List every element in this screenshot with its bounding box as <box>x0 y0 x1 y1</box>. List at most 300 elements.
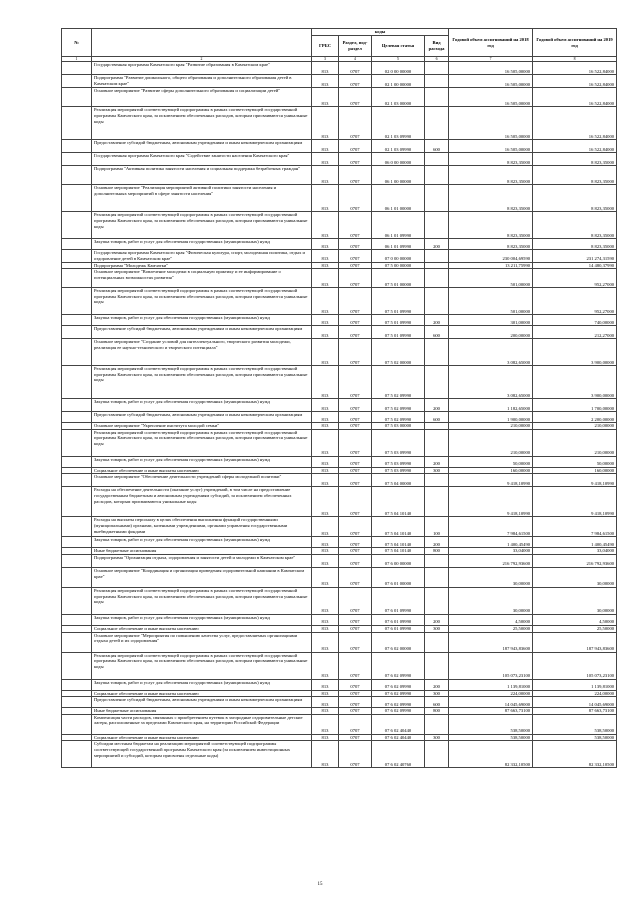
row-name-cell: Основное мероприятие "Координация и организация проведения оздоровительной кампании в Камчатском крае" <box>92 567 312 587</box>
row-section-cell: 0707 <box>339 554 372 567</box>
row-target-cell: 07 5 04 10140 <box>372 487 425 517</box>
row-expense-type-cell <box>425 185 449 212</box>
row-volume-2018-cell: 1 182,65000 <box>449 399 533 412</box>
row-name-cell: Государственная программа Камчатского края "Физическая культура, спорт, молодежная политика, отдых и оздоровление детей в Камчатском крае" <box>92 250 312 262</box>
row-expense-type-cell <box>425 741 449 768</box>
row-section-cell: 0707 <box>339 537 372 548</box>
row-number-cell <box>62 567 92 587</box>
row-section-cell: 0707 <box>339 140 372 153</box>
row-expense-type-cell <box>425 632 449 652</box>
row-target-cell: 07 6 01 09990 <box>372 587 425 614</box>
row-section-cell: 0707 <box>339 166 372 185</box>
row-section-cell: 0707 <box>339 679 372 690</box>
row-expense-type-cell <box>425 269 449 288</box>
row-expense-type-cell: 600 <box>425 140 449 153</box>
row-name-cell: Основное мероприятие "Обеспечение деятельности учреждений сферы молодежной политики" <box>92 474 312 487</box>
row-volume-2019-cell: 216 792,93600 <box>533 554 617 567</box>
row-volume-2018-cell: 160,00000 <box>449 467 533 474</box>
column-index: 4 <box>339 57 372 62</box>
row-name-cell: Основное мероприятие "Развитие сферы дополнительного образования и социализации детей" <box>92 88 312 107</box>
row-name-cell: Подпрограмма "Молодежь Камчатки" <box>92 262 312 269</box>
row-target-cell: 02 1 03 09990 <box>372 140 425 153</box>
row-expense-type-cell: 200 <box>425 679 449 690</box>
row-target-cell: 07 5 02 09990 <box>372 366 425 399</box>
row-volume-2018-cell: 210,00000 <box>449 423 533 430</box>
row-target-cell: 07 5 02 09990 <box>372 412 425 423</box>
row-expense-type-cell <box>425 62 449 75</box>
row-number-cell <box>62 690 92 697</box>
row-grbs-cell: 813 <box>312 399 339 412</box>
row-number-cell <box>62 399 92 412</box>
row-section-cell: 0707 <box>339 107 372 140</box>
row-expense-type-cell: 200 <box>425 614 449 625</box>
row-name-cell: Основное мероприятие "Укрепление института молодой семьи" <box>92 423 312 430</box>
row-grbs-cell: 813 <box>312 487 339 517</box>
row-target-cell: 06 1 01 09990 <box>372 239 425 250</box>
row-grbs-cell: 813 <box>312 429 339 456</box>
row-target-cell: 07 5 04 10140 <box>372 537 425 548</box>
row-expense-type-cell: 600 <box>425 326 449 339</box>
row-volume-2019-cell: 2 200,00000 <box>533 412 617 423</box>
row-expense-type-cell: 800 <box>425 548 449 555</box>
table-row <box>62 326 617 339</box>
row-expense-type-cell: 300 <box>425 467 449 474</box>
row-volume-2018-cell: 9 418,10990 <box>449 474 533 487</box>
row-volume-2019-cell: 25,50000 <box>533 625 617 632</box>
table-row <box>62 88 617 107</box>
row-target-cell: 07 6 02 40440 <box>372 734 425 741</box>
row-grbs-cell: 813 <box>312 567 339 587</box>
row-grbs-cell: 813 <box>312 166 339 185</box>
row-volume-2019-cell: 30,00000 <box>533 587 617 614</box>
table-row <box>62 366 617 399</box>
row-volume-2019-cell: 82 332,10500 <box>533 741 617 768</box>
row-grbs-cell: 813 <box>312 326 339 339</box>
column-index: 5 <box>372 57 425 62</box>
row-grbs-cell: 813 <box>312 587 339 614</box>
row-name-cell: Государственная программа Камчатского края "Содействие занятости населения Камчатского края" <box>92 153 312 166</box>
row-volume-2019-cell: 210,00000 <box>533 429 617 456</box>
row-volume-2018-cell: 501,00000 <box>449 269 533 288</box>
row-section-cell: 0707 <box>339 741 372 768</box>
row-number-cell <box>62 326 92 339</box>
row-grbs-cell: 813 <box>312 140 339 153</box>
row-grbs-cell: 813 <box>312 548 339 555</box>
row-target-cell: 07 0 00 00000 <box>372 250 425 262</box>
row-volume-2018-cell: 1 139,81000 <box>449 679 533 690</box>
row-grbs-cell: 813 <box>312 741 339 768</box>
row-number-cell <box>62 697 92 708</box>
row-volume-2018-cell: 3 082,65000 <box>449 366 533 399</box>
row-section-cell: 0707 <box>339 467 372 474</box>
row-section-cell: 0707 <box>339 690 372 697</box>
table-row <box>62 212 617 239</box>
row-section-cell: 0707 <box>339 734 372 741</box>
row-grbs-cell: 813 <box>312 88 339 107</box>
row-target-cell: 07 5 04 10140 <box>372 517 425 537</box>
row-number-cell <box>62 288 92 315</box>
row-grbs-cell: 813 <box>312 75 339 88</box>
table-row <box>62 614 617 625</box>
row-volume-2019-cell: 16 522,84000 <box>533 140 617 153</box>
row-section-cell: 0707 <box>339 288 372 315</box>
row-section-cell: 0707 <box>339 212 372 239</box>
row-volume-2019-cell: 1 400,45490 <box>533 537 617 548</box>
table-row <box>62 567 617 587</box>
row-volume-2019-cell: 16 522,84000 <box>533 62 617 75</box>
row-number-cell <box>62 714 92 734</box>
row-expense-type-cell: 200 <box>425 456 449 467</box>
row-grbs-cell: 813 <box>312 239 339 250</box>
row-volume-2018-cell: 4,50000 <box>449 614 533 625</box>
row-grbs-cell: 813 <box>312 467 339 474</box>
row-volume-2018-cell: 16 505,00000 <box>449 107 533 140</box>
row-volume-2019-cell: 8 823,35000 <box>533 239 617 250</box>
row-number-cell <box>62 153 92 166</box>
row-number-cell <box>62 239 92 250</box>
table-body <box>62 62 617 768</box>
row-section-cell: 0707 <box>339 239 372 250</box>
row-grbs-cell: 813 <box>312 339 339 366</box>
row-number-cell <box>62 412 92 423</box>
row-grbs-cell: 813 <box>312 62 339 75</box>
row-expense-type-cell <box>425 153 449 166</box>
row-section-cell: 0707 <box>339 88 372 107</box>
row-expense-type-cell <box>425 423 449 430</box>
row-number-cell <box>62 474 92 487</box>
row-expense-type-cell <box>425 88 449 107</box>
row-section-cell: 0707 <box>339 652 372 679</box>
row-number-cell <box>62 269 92 288</box>
row-section-cell: 0707 <box>339 366 372 399</box>
row-expense-type-cell <box>425 366 449 399</box>
page-number: 15 <box>317 882 323 887</box>
row-volume-2018-cell: 105 073,23100 <box>449 652 533 679</box>
row-volume-2018-cell: 538,50000 <box>449 714 533 734</box>
row-volume-2018-cell: 82 332,10500 <box>449 741 533 768</box>
row-name-cell: Подпрограмма "Развитие дошкольного, общего образования и дополнительного образования детей в Камчатском крае" <box>92 75 312 88</box>
row-grbs-cell: 813 <box>312 537 339 548</box>
row-expense-type-cell <box>425 429 449 456</box>
row-target-cell: 07 5 03 09990 <box>372 429 425 456</box>
table-row <box>62 467 617 474</box>
row-number-cell <box>62 741 92 768</box>
row-expense-type-cell <box>425 339 449 366</box>
row-name-cell: Расходы на обеспечение деятельности (оказание услуг) учреждений, в том числе на предоставление государственным бюджетным и автономным учреждениям субсидий, за исключением обеспеченных расходов, которым присваиваются уникальные коды <box>92 487 312 517</box>
row-name-cell: Государственная программа Камчатского края "Развитие образования в Камчатском крае" <box>92 62 312 75</box>
table-row <box>62 399 617 412</box>
row-number-cell <box>62 587 92 614</box>
row-volume-2019-cell: 952,27000 <box>533 288 617 315</box>
row-section-cell: 0707 <box>339 185 372 212</box>
column-index: 1 <box>62 57 92 62</box>
row-volume-2019-cell: 160,00000 <box>533 467 617 474</box>
table-row <box>62 185 617 212</box>
row-name-cell: Реализация мероприятий соответствующей подпрограммы в рамках соответствующей государственной программы Камчатского края, за исключением обеспеченных расходов, которым присваиваются уникальные коды <box>92 212 312 239</box>
row-target-cell: 07 6 02 00000 <box>372 632 425 652</box>
row-volume-2019-cell: 14 480,37990 <box>533 262 617 269</box>
table-row <box>62 714 617 734</box>
table-row <box>62 315 617 326</box>
row-volume-2018-cell: 87 663,73100 <box>449 708 533 715</box>
table-row <box>62 697 617 708</box>
table-row <box>62 339 617 366</box>
table-row <box>62 632 617 652</box>
table-row <box>62 554 617 567</box>
row-grbs-cell: 813 <box>312 632 339 652</box>
row-section-cell: 0707 <box>339 62 372 75</box>
row-volume-2018-cell: 16 505,00000 <box>449 62 533 75</box>
row-target-cell: 07 5 00 00000 <box>372 262 425 269</box>
row-volume-2018-cell: 14 045,69000 <box>449 697 533 708</box>
row-volume-2018-cell: 8 823,35000 <box>449 153 533 166</box>
row-expense-type-cell: 600 <box>425 412 449 423</box>
row-target-cell: 02 1 03 09990 <box>372 107 425 140</box>
row-number-cell <box>62 423 92 430</box>
row-grbs-cell: 813 <box>312 554 339 567</box>
row-grbs-cell: 813 <box>312 423 339 430</box>
row-volume-2018-cell: 230 004,69590 <box>449 250 533 262</box>
row-expense-type-cell: 200 <box>425 315 449 326</box>
table-row <box>62 456 617 467</box>
row-volume-2018-cell: 1 400,45490 <box>449 537 533 548</box>
table-row <box>62 166 617 185</box>
table-row <box>62 239 617 250</box>
row-name-cell: Реализация мероприятий соответствующей подпрограммы в рамках соответствующей государственной программы Камчатского края, за исключением обеспеченных расходов, которым присваиваются уникальные коды <box>92 366 312 399</box>
row-section-cell: 0707 <box>339 548 372 555</box>
row-section-cell: 0707 <box>339 339 372 366</box>
row-volume-2019-cell: 3 900,00000 <box>533 339 617 366</box>
row-grbs-cell: 813 <box>312 714 339 734</box>
table-row <box>62 690 617 697</box>
row-section-cell: 0707 <box>339 567 372 587</box>
row-volume-2019-cell: 952,27000 <box>533 269 617 288</box>
row-volume-2018-cell: 30,00000 <box>449 567 533 587</box>
row-volume-2018-cell: 501,00000 <box>449 288 533 315</box>
row-volume-2018-cell: 216 792,93600 <box>449 554 533 567</box>
row-target-cell: 07 6 02 09990 <box>372 708 425 715</box>
row-number-cell <box>62 366 92 399</box>
column-index: 6 <box>425 57 449 62</box>
row-volume-2019-cell: 1 700,00000 <box>533 399 617 412</box>
row-volume-2019-cell: 3 900,00000 <box>533 366 617 399</box>
row-target-cell: 07 6 02 40440 <box>372 714 425 734</box>
row-volume-2019-cell: 538,50000 <box>533 714 617 734</box>
row-volume-2019-cell: 14 045,69000 <box>533 697 617 708</box>
row-expense-type-cell: 300 <box>425 734 449 741</box>
row-expense-type-cell: 300 <box>425 625 449 632</box>
row-number-cell <box>62 315 92 326</box>
row-target-cell: 06 1 01 00000 <box>372 185 425 212</box>
row-grbs-cell: 813 <box>312 153 339 166</box>
table-row <box>62 587 617 614</box>
row-volume-2019-cell: 30,00000 <box>533 567 617 587</box>
table-row <box>62 269 617 288</box>
row-number-cell <box>62 75 92 88</box>
row-volume-2018-cell: 210,00000 <box>449 429 533 456</box>
row-volume-2018-cell: 1 900,00000 <box>449 412 533 423</box>
table-row <box>62 487 617 517</box>
row-volume-2018-cell: 8 823,35000 <box>449 239 533 250</box>
row-name-cell: Реализация мероприятий соответствующей подпрограммы в рамках соответствующей государственной программы Камчатского края, за исключением обеспеченных расходов, которым присваиваются уникальные коды <box>92 587 312 614</box>
row-volume-2019-cell: 8 823,35000 <box>533 212 617 239</box>
row-name-cell: Расходы на выплаты персоналу в целях обеспечения выполнения функций государственными (муниципальными) органами, казенными учреждениями, органами управления государственными внебюджетными фондами <box>92 517 312 537</box>
row-volume-2018-cell: 30,00000 <box>449 587 533 614</box>
row-name-cell: Закупка товаров, работ и услуг для обеспечения государственных (муниципальных) нужд <box>92 679 312 690</box>
row-target-cell: 07 6 01 09990 <box>372 614 425 625</box>
row-grbs-cell: 813 <box>312 708 339 715</box>
row-name-cell: Основное мероприятие "Реализация мероприятий активной политики занятости населения и дополнительных мероприятий в сфере занятости населения" <box>92 185 312 212</box>
row-number-cell <box>62 708 92 715</box>
row-volume-2018-cell: 8 823,35000 <box>449 166 533 185</box>
row-grbs-cell: 813 <box>312 517 339 537</box>
row-expense-type-cell: 200 <box>425 399 449 412</box>
header-grbs: ГРБС <box>312 36 339 57</box>
row-number-cell <box>62 734 92 741</box>
table-row <box>62 734 617 741</box>
row-section-cell: 0707 <box>339 75 372 88</box>
row-grbs-cell: 813 <box>312 690 339 697</box>
row-number-cell <box>62 467 92 474</box>
row-section-cell: 0707 <box>339 714 372 734</box>
row-volume-2018-cell: 224,00000 <box>449 690 533 697</box>
row-grbs-cell: 813 <box>312 652 339 679</box>
row-section-cell: 0707 <box>339 315 372 326</box>
row-target-cell: 07 6 02 40760 <box>372 741 425 768</box>
row-target-cell: 07 5 01 00000 <box>372 269 425 288</box>
row-number-cell <box>62 554 92 567</box>
row-expense-type-cell: 100 <box>425 517 449 537</box>
row-expense-type-cell: 300 <box>425 690 449 697</box>
row-section-cell: 0707 <box>339 487 372 517</box>
row-target-cell: 07 5 01 09990 <box>372 288 425 315</box>
row-volume-2019-cell: 87 663,73100 <box>533 708 617 715</box>
row-volume-2018-cell: 8 823,35000 <box>449 185 533 212</box>
row-number-cell <box>62 262 92 269</box>
row-grbs-cell: 813 <box>312 456 339 467</box>
table-row <box>62 107 617 140</box>
row-volume-2019-cell: 9 418,10990 <box>533 474 617 487</box>
row-name-cell: Социальное обеспечение и иные выплаты населению <box>92 734 312 741</box>
row-section-cell: 0707 <box>339 262 372 269</box>
row-name-cell: Иные бюджетные ассигнования <box>92 548 312 555</box>
row-expense-type-cell <box>425 107 449 140</box>
header-target-item: Целевая статья <box>372 36 425 57</box>
row-section-cell: 0707 <box>339 517 372 537</box>
row-name-cell: Реализация мероприятий соответствующей подпрограммы в рамках соответствующей государственной программы Камчатского края, за исключением обеспеченных расходов, которым присваиваются уникальные коды <box>92 652 312 679</box>
row-grbs-cell: 813 <box>312 107 339 140</box>
row-target-cell: 06 1 00 00000 <box>372 166 425 185</box>
row-name-cell: Основное мероприятие "Мероприятия по повышению качества услуг, предоставляемых организациями отдыха детей и их оздоровления" <box>92 632 312 652</box>
row-volume-2019-cell: 210,00000 <box>533 423 617 430</box>
column-index: 8 <box>533 57 617 62</box>
row-target-cell: 07 5 01 09990 <box>372 326 425 339</box>
column-index: 2 <box>92 57 312 62</box>
row-name-cell: Закупка товаров, работ и услуг для обеспечения государственных (муниципальных) нужд <box>92 399 312 412</box>
row-volume-2018-cell: 50,00000 <box>449 456 533 467</box>
row-expense-type-cell <box>425 166 449 185</box>
row-expense-type-cell: 600 <box>425 697 449 708</box>
row-section-cell: 0707 <box>339 456 372 467</box>
row-number-cell <box>62 107 92 140</box>
header-number: № <box>62 29 92 57</box>
row-number-cell <box>62 517 92 537</box>
row-volume-2018-cell: 16 505,00000 <box>449 88 533 107</box>
row-volume-2019-cell: 16 522,84000 <box>533 107 617 140</box>
table-row <box>62 262 617 269</box>
row-volume-2019-cell: 7 984,61500 <box>533 517 617 537</box>
row-volume-2018-cell: 3 082,65000 <box>449 339 533 366</box>
row-target-cell: 06 1 01 09990 <box>372 212 425 239</box>
row-target-cell: 07 6 01 00000 <box>372 567 425 587</box>
row-target-cell: 07 5 04 00000 <box>372 474 425 487</box>
row-number-cell <box>62 679 92 690</box>
row-section-cell: 0707 <box>339 399 372 412</box>
row-section-cell: 0707 <box>339 587 372 614</box>
row-target-cell: 02 1 03 00000 <box>372 88 425 107</box>
row-expense-type-cell <box>425 714 449 734</box>
row-section-cell: 0707 <box>339 697 372 708</box>
row-number-cell <box>62 548 92 555</box>
row-volume-2018-cell: 13 211,75990 <box>449 262 533 269</box>
row-grbs-cell: 813 <box>312 614 339 625</box>
row-expense-type-cell: 200 <box>425 537 449 548</box>
row-volume-2019-cell: 8 823,35000 <box>533 166 617 185</box>
row-section-cell: 0707 <box>339 423 372 430</box>
table-row <box>62 429 617 456</box>
budget-document <box>61 28 616 768</box>
row-expense-type-cell <box>425 474 449 487</box>
row-volume-2019-cell: 9 418,10990 <box>533 487 617 517</box>
row-name-cell: Иные бюджетные ассигнования <box>92 708 312 715</box>
table-row <box>62 250 617 262</box>
row-expense-type-cell <box>425 587 449 614</box>
row-volume-2019-cell: 16 522,84000 <box>533 88 617 107</box>
row-name-cell: Закупка товаров, работ и услуг для обеспечения государственных (муниципальных) нужд <box>92 456 312 467</box>
row-volume-2018-cell: 301,00000 <box>449 315 533 326</box>
row-volume-2019-cell: 4,50000 <box>533 614 617 625</box>
row-section-cell: 0707 <box>339 474 372 487</box>
row-target-cell: 07 5 03 09990 <box>372 467 425 474</box>
row-number-cell <box>62 652 92 679</box>
row-volume-2019-cell: 187 943,83600 <box>533 632 617 652</box>
row-volume-2019-cell: 50,00000 <box>533 456 617 467</box>
row-section-cell: 0707 <box>339 429 372 456</box>
row-volume-2019-cell: 224,00000 <box>533 690 617 697</box>
row-volume-2019-cell: 212,27000 <box>533 326 617 339</box>
row-name-cell: Социальное обеспечение и иные выплаты населению <box>92 625 312 632</box>
row-number-cell <box>62 140 92 153</box>
row-grbs-cell: 813 <box>312 679 339 690</box>
row-grbs-cell: 813 <box>312 625 339 632</box>
table-row <box>62 708 617 715</box>
table-row <box>62 548 617 555</box>
row-expense-type-cell <box>425 262 449 269</box>
row-section-cell: 0707 <box>339 153 372 166</box>
row-expense-type-cell: 800 <box>425 708 449 715</box>
row-target-cell: 07 6 02 09990 <box>372 679 425 690</box>
row-target-cell: 07 6 01 09990 <box>372 625 425 632</box>
row-expense-type-cell <box>425 487 449 517</box>
row-name-cell: Реализация мероприятий соответствующей подпрограммы в рамках соответствующей государственной программы Камчатского края, за исключением обеспеченных расходов, которым присваиваются уникальные коды <box>92 429 312 456</box>
row-volume-2019-cell: 231 274,31590 <box>533 250 617 262</box>
row-volume-2018-cell: 16 505,00000 <box>449 75 533 88</box>
row-name-cell: Реализация мероприятий соответствующей подпрограммы в рамках соответствующей государственной программы Камчатского края, за исключением обеспеченных расходов, которым присваиваются уникальные коды <box>92 288 312 315</box>
row-target-cell: 07 6 02 09990 <box>372 690 425 697</box>
row-volume-2018-cell: 7 984,61500 <box>449 517 533 537</box>
table-row <box>62 537 617 548</box>
row-volume-2018-cell: 200,00000 <box>449 326 533 339</box>
